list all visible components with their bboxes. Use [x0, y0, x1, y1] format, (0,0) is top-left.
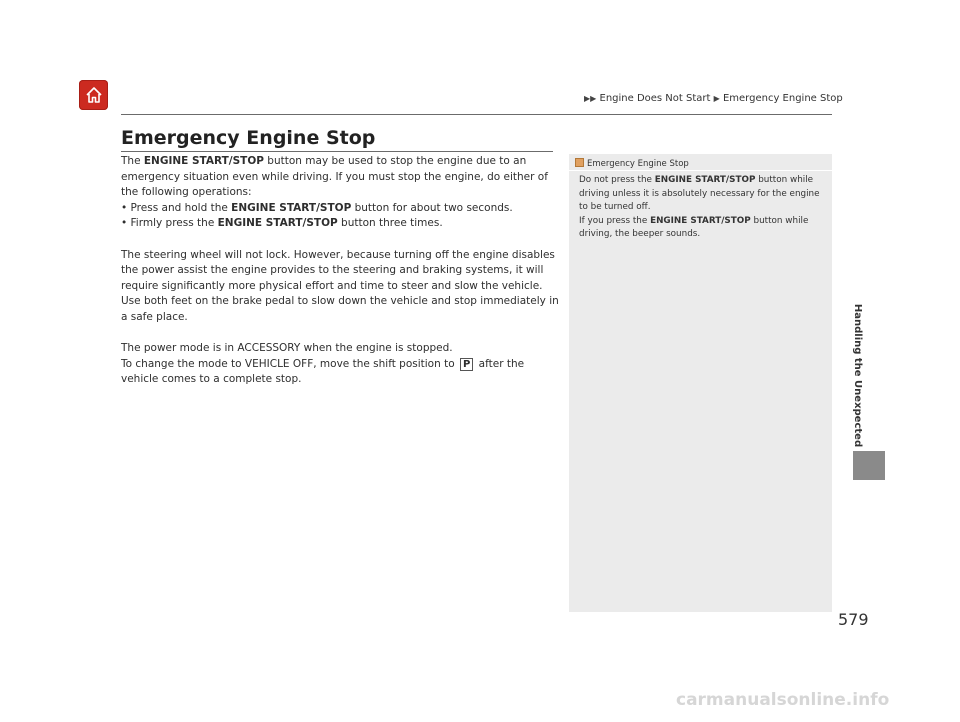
sidebar-note: [569, 154, 832, 612]
sidebar-paragraph: Do not press the ENGINE START/STOP button while driving unless it is absolutely necessary for the engine to be turned off.: [579, 175, 820, 212]
list-item: • Firmly press the ENGINE START/STOP button three times.: [121, 217, 443, 230]
breadcrumb-item[interactable]: Emergency Engine Stop: [722, 93, 843, 104]
shift-paragraph: To change the mode to VEHICLE OFF, move the shift position to P after the vehicle comes to a complete stop.: [121, 357, 525, 386]
sidebar-paragraph: If you press the ENGINE START/STOP button while driving, the beeper sounds.: [579, 215, 809, 239]
breadcrumb-arrow-icon: ▶▶: [584, 94, 597, 103]
button-name: ENGINE START/STOP: [231, 201, 352, 214]
sidebar-body: [579, 174, 827, 242]
main-body: [121, 154, 561, 388]
power-mode-line: The power mode is in ACCESSORY when the engine is stopped.: [121, 342, 453, 355]
breadcrumb: [584, 93, 843, 104]
home-button[interactable]: [79, 80, 108, 110]
section-tab-marker[interactable]: [853, 451, 885, 480]
breadcrumb-item[interactable]: Engine Does Not Start: [599, 93, 711, 104]
list-item: • Press and hold the ENGINE START/STOP button for about two seconds.: [121, 201, 513, 214]
button-name: ENGINE START/STOP: [143, 155, 264, 167]
steering-paragraph: The steering wheel will not lock. However, because turning off the engine disables the power assist the engine provides to the steering and braking systems, it will require significantly more physical effort and time to steer and slow the vehicle. Use both feet on the brake pedal to slow down the vehicle and stop immediately in a safe place.: [121, 248, 559, 323]
intro-paragraph: The ENGINE START/STOP button may be used to stop the engine due to an emergency situation even while driving. If you must stop the engine, do either of the following operations:: [121, 155, 548, 199]
reference-icon: [575, 158, 584, 167]
button-name: ENGINE START/STOP: [217, 217, 338, 230]
sidebar-heading: Emergency Engine Stop: [575, 158, 689, 169]
breadcrumb-arrow-icon: ▶: [713, 94, 720, 103]
page-title: Emergency Engine Stop: [121, 127, 376, 149]
header-divider: [121, 114, 832, 115]
shift-p-key: P: [460, 358, 473, 371]
title-divider: [121, 151, 553, 152]
section-label: Handling the Unexpected: [852, 303, 864, 447]
home-icon: [84, 85, 104, 105]
watermark: carmanualsonline.info: [676, 690, 890, 710]
page-number: 579: [838, 610, 869, 629]
